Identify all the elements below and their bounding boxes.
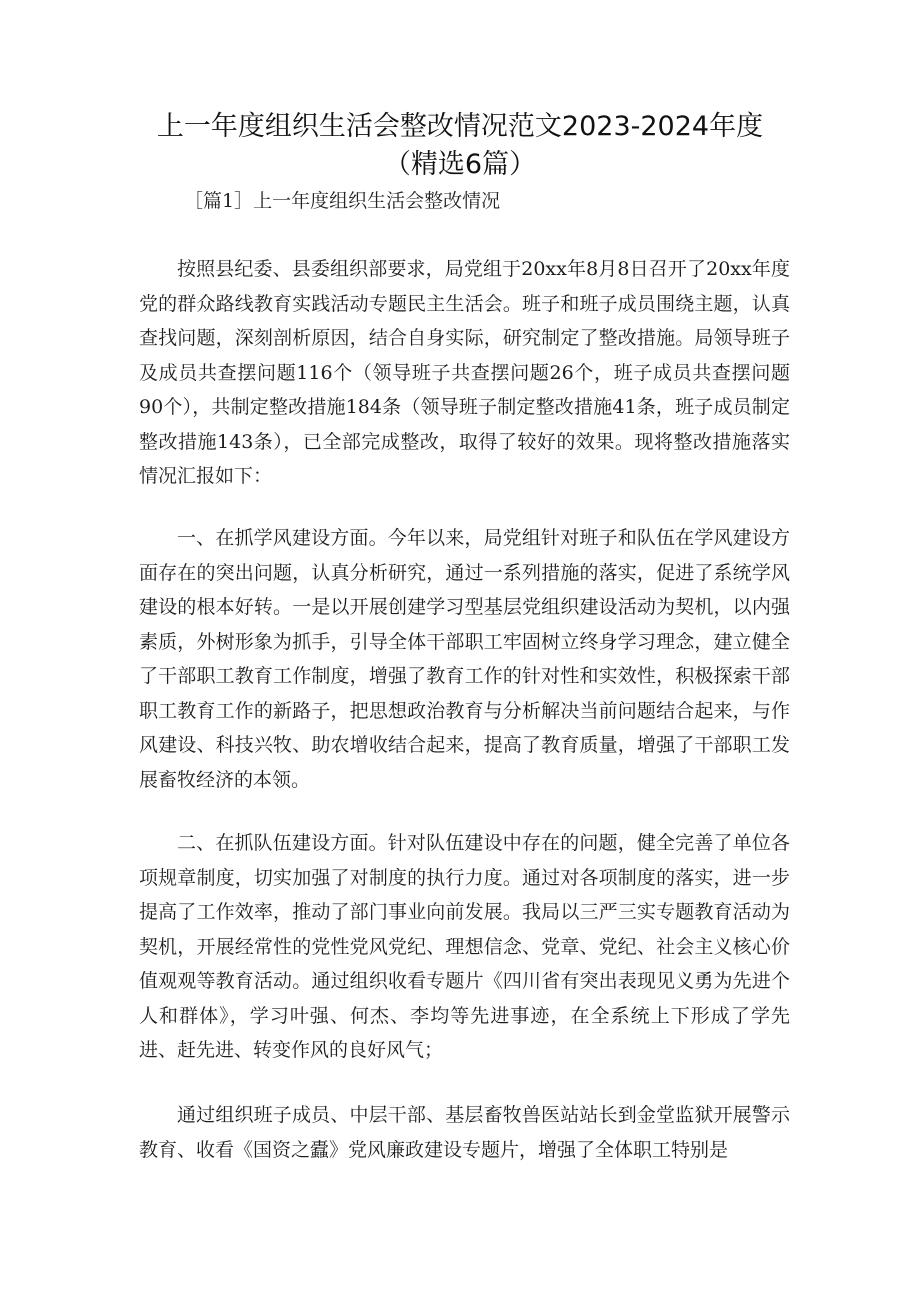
paragraph-study-style: 一、在抓学风建设方面。今年以来，局党组针对班子和队伍在学风建设方面存在的突出问题，认真分析研究，通过一系列措施的落实，促进了系统学风建设的根本好转。一是以开展创建学习型基层党组织建设活动为契机，以内强素质，外树形象为抓手，引导全体干部职工牢固树立终身学习理念，建立健全了干部职工教育工作制度，增强了教育工作的针对性和实效性，积极探索干部职工教育工作的新路子，把思想政治教育与分析解决当前问题结合起来，与作风建设、科技兴牧、助农增收结合起来，提高了教育质量，增强了干部职工发展畜牧经济的本领。	[139, 527, 790, 791]
section-label: ［篇1］上一年度组织生活会整改情况	[184, 190, 501, 212]
paragraph-warning-education: 通过组织班子成员、中层干部、基层畜牧兽医站站长到金堂监狱开展警示教育、收看《国资之蠹》党风廉政建设专题片，增强了全体职工特别是	[139, 1104, 790, 1161]
paragraph-intro: 按照县纪委、县委组织部要求，局党组于20xx年8月8日召开了20xx年度党的群众路线教育实践活动专题民主生活会。班子和班子成员围绕主题，认真查找问题，深刻剖析原因，结合自身实际，研究制定了整改措施。局领导班子及成员共查摆问题116个（领导班子共查摆问题26个，班子成员共查摆问题90个），共制定整改措施184条（领导班子制定整改措施41条，班子成员制定整改措施143条），已全部完成整改，取得了较好的效果。现将整改措施落实情况汇报如下：	[139, 258, 790, 487]
document-title: 上一年度组织生活会整改情况范文2023-2024年度（精选6篇）	[156, 111, 764, 180]
paragraph-team-building: 二、在抓队伍建设方面。针对队伍建设中存在的问题，健全完善了单位各项规章制度，切实加强了对制度的执行力度。通过对各项制度的落实，进一步提高了工作效率，推动了部门事业向前发展。我局以三严三实专题教育活动为契机，开展经常性的党性党风党纪、理想信念、党章、党纪、社会主义核心价值观观等教育活动。通过组织收看专题片《四川省有突出表现见义勇为先进个人和群体》，学习叶强、何杰、李均等先进事迹，在全系统上下形成了学先进、赶先进、转变作风的良好风气；	[139, 832, 790, 1061]
